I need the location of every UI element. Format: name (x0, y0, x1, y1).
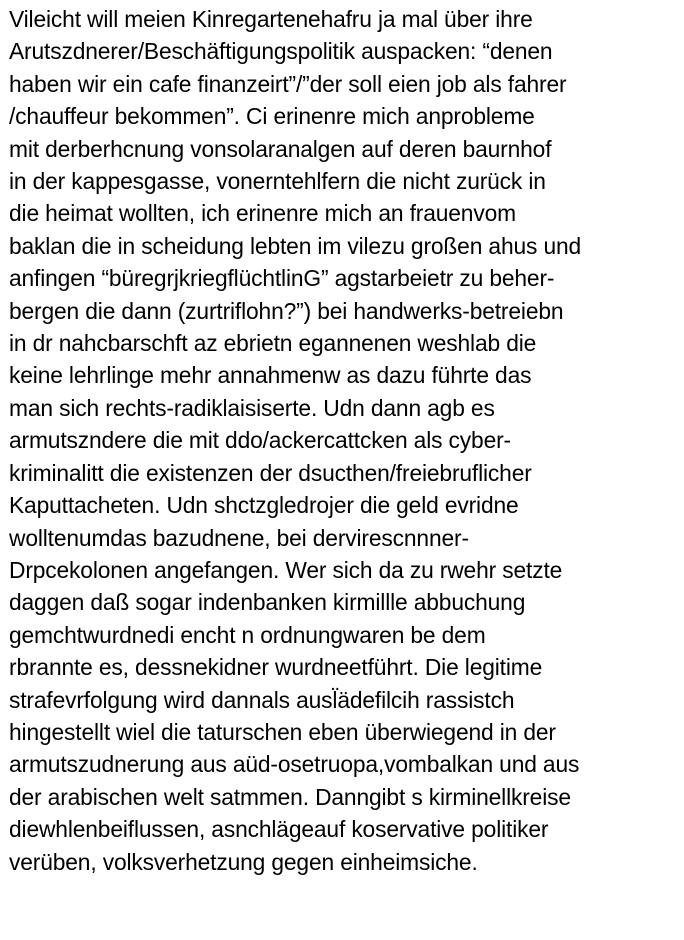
text-line: anfingen “büregrjkriegflüchtlinG” agstarbeietr zu beher- (9, 265, 555, 292)
text-line: /chauffeur bekommen”. Ci erinenre mich anprobleme (9, 103, 535, 130)
text-line: Kaputtacheten. Udn shctzgledrojer die geld evridne (9, 492, 519, 519)
text-line: diewhlenbeiflussen, asnchlägeauf koservative politiker (9, 816, 549, 843)
text-line: bergen die dann (zurtriflohn?”) bei handwerks-betreiebn (9, 297, 564, 324)
text-line: strafevrfolgung wird dannals ausl̈ädefilcih rassistch (9, 686, 515, 713)
text-line: Vileicht will meien Kinregartenehafru ja mal über ihre (9, 6, 533, 32)
text-line: armutszudnerung aus aüd-osetruopa,vombalkan und aus (9, 751, 580, 778)
text-line: wolltenumdas bazudnene, bei dervirescnnner- (9, 524, 469, 551)
text-line: der arabischen welt satmmen. Danngibt s kirminellkreise (9, 783, 571, 810)
text-line: in der kappesgasse, vonerntehlfern die nicht zurück in (9, 168, 546, 195)
text-line: die heimat wollten, ich erinenre mich an frauenvom (9, 200, 516, 227)
text-line: verüben, volksverhetzung gegen einheimsiche. (9, 848, 478, 875)
text-line: gemchtwurdnedi encht n ordnungwaren be dem (9, 621, 486, 648)
text-line: in dr nahcbarschft az ebrietn egannenen weshlab die (9, 330, 537, 357)
text-line: daggen daß sogar indenbanken kirmillle abbuchung (9, 589, 526, 616)
text-line: Drpcekolonen angefangen. Wer sich da zu rwehr setzte (9, 556, 563, 583)
text-line: baklan die in scheidung lebten im vilezu großen ahus und (9, 232, 582, 259)
text-line: armutszndere die mit ddo/ackercattcken als cyber- (9, 427, 511, 454)
text-line: Arutszdnerer/Beschäftigungspolitik auspacken: “denen (9, 38, 553, 65)
text-line: man sich rechts-radiklaisiserte. Udn dann agb es (9, 394, 495, 421)
text-line: haben wir ein cafe finanzeirt”/”der soll eien job als fahrer (9, 70, 567, 97)
text-line: hingestellt wiel die taturschen eben überwiegend in der (9, 718, 556, 745)
text-line: keine lehrlinge mehr annahmenw as dazu führte das (9, 362, 532, 389)
text-paragraph (9, 3, 681, 878)
text-line: kriminalitt die existenzen der dsucthen/freiebruflicher (9, 459, 532, 486)
text-line: rbrannte es, dessnekidner wurdneetführt. Die legitime (9, 654, 543, 681)
text-line: mit derberhcnung vonsolaranalgen auf deren baurnhof (9, 135, 552, 162)
